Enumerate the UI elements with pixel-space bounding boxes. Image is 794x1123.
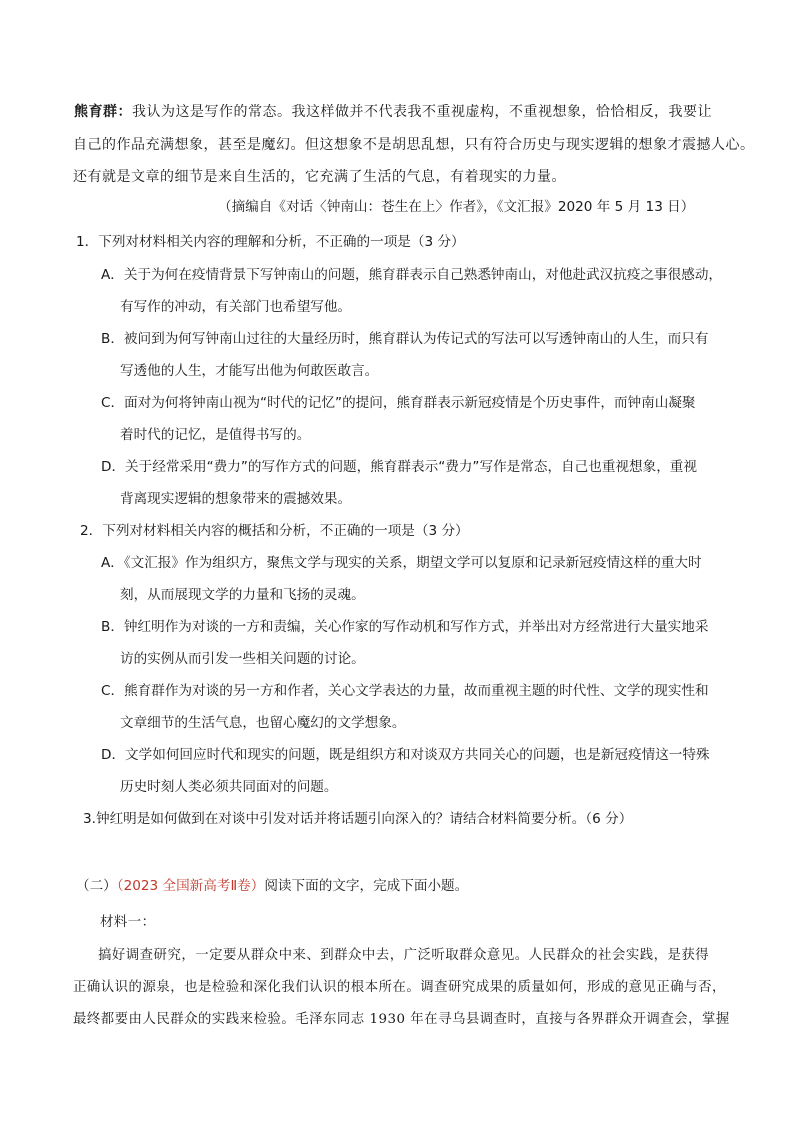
q2-option-d-cont: 历史时刻人类必须共同面对的问题。 <box>120 779 338 795</box>
q2-option-c-cont: 文章细节的生活气息，也留心魔幻的文学想象。 <box>120 715 406 731</box>
interview-line: 还有就是文章的细节是来自生活的，它充满了生活的气息，有着现实的力量。 <box>73 169 566 185</box>
q1-option-d[interactable]: D．关于经常采用“费力”的写作方式的问题，熊育群表示“费力”写作是常态，自己也重视想象，重视 <box>101 459 697 475</box>
q2-option-a-cont: 刻，从而展现文学的力量和飞扬的灵魂。 <box>120 587 365 603</box>
q1-option-a[interactable]: A．关于为何在疫情背景下写钟南山的问题，熊育群表示自己熟悉钟南山，对他赴武汉抗疫之事很感动， <box>101 267 723 283</box>
q1-option-a-cont: 有写作的冲动，有关部门也希望写他。 <box>120 299 352 315</box>
q1-option-d-cont: 背离现实逻辑的想象带来的震撼效果。 <box>120 491 352 507</box>
q1-option-c-cont: 着时代的记忆，是值得书写的。 <box>120 427 311 443</box>
q2-option-d[interactable]: D．文学如何回应时代和现实的问题，既是组织方和对谈双方共同关心的问题，也是新冠疫情这一特殊 <box>101 747 710 763</box>
interview-line: 自己的作品充满想象，甚至是魔幻。但这想象不是胡思乱想，只有符合历史与现实逻辑的想象才震撼人心。 <box>73 137 755 153</box>
question-1-stem: 1．下列对材料相关内容的理解和分析，不正确的一项是（3 分） <box>76 234 465 250</box>
speaker-name: 熊育群： <box>74 104 132 120</box>
question-2-stem: 2．下列对材料相关内容的概括和分析，不正确的一项是（3 分） <box>80 523 469 539</box>
q1-option-c[interactable]: C．面对为何将钟南山视为“时代的记忆”的提问，熊育群表示新冠疫情是个历史事件，而钟南山凝聚 <box>101 395 696 411</box>
section-2-heading <box>76 874 468 894</box>
section-number: （二） <box>76 878 117 894</box>
section-instruction: 阅读下面的文字，完成下面小题。 <box>264 878 469 894</box>
q2-option-a[interactable]: A．《文汇报》作为组织方，聚焦文学与现实的关系，期望文学可以复原和记录新冠疫情这样的重大时 <box>101 555 702 571</box>
question-3-stem: 3.钟红明是如何做到在对谈中引发对话并将话题引向深入的？请结合材料简要分析。（6 分） <box>83 811 633 827</box>
source-citation: （摘编自《对话〈钟南山：苍生在上〉作者》，《文汇报》2020 年 5 月 13 日） <box>218 199 695 215</box>
interview-line: 熊育群：我认为这是写作的常态。我这样做并不代表我不重视虚构，不重视想象，恰恰相反，我要让 <box>74 104 712 120</box>
material-label: 材料一： <box>100 915 156 930</box>
q2-option-c[interactable]: C．熊育群作为对谈的另一方和作者，关心文学表达的力量，故而重视主题的时代性、文学的现实性和 <box>101 683 709 699</box>
exam-source-tag: （2023 全国新高考Ⅱ卷） <box>116 878 265 894</box>
material-line: 搞好调查研究，一定要从群众中来、到群众中去，广泛听取群众意见。人民群众的社会实践，是获得 <box>98 948 710 963</box>
q2-option-b-cont: 访的实例从而引发一些相关问题的讨论。 <box>120 651 365 667</box>
q2-option-b[interactable]: B．钟红明作为对谈的一方和责编，关心作家的写作动机和写作方式，并举出对方经常进行大量实地采 <box>101 619 709 635</box>
q1-option-b[interactable]: B．被问到为何写钟南山过往的大量经历时，熊育群认为传记式的写法可以写透钟南山的人生，而只有 <box>101 331 709 347</box>
q1-option-b-cont: 写透他的人生，才能写出他为何敢医敢言。 <box>120 363 379 379</box>
material-line: 正确认识的源泉，也是检验和深化我们认识的根本所在。调查研究成果的质量如何，形成的意见正确与否， <box>73 980 726 995</box>
material-line: 最终都要由人民群众的实践来检验。毛泽东同志 1930 年在寻乌县调查时，直接与各界群众开调查会，掌握 <box>73 1012 730 1027</box>
